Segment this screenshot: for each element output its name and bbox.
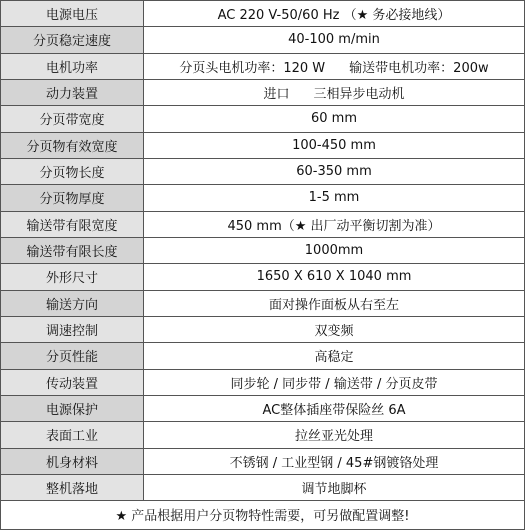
spec-value: 面对操作面板从右至左: [268, 297, 399, 313]
spec-row: [1, 343, 524, 369]
spec-value: 进口: [263, 87, 290, 103]
spec-row: [1, 106, 524, 132]
spec-row: [1, 54, 524, 80]
spec-value: 60-350 mm: [296, 164, 372, 180]
spec-label: 分页性能: [1, 343, 144, 368]
spec-value-group: [144, 80, 524, 105]
spec-value: 同步轮 / 同步带 / 输送带 / 分页皮带: [230, 376, 438, 392]
spec-label: 整机落地: [1, 475, 144, 500]
spec-value: AC整体插座带保险丝 6A: [262, 403, 406, 419]
spec-row: [1, 80, 524, 106]
spec-value: 100-450 mm: [292, 137, 376, 153]
spec-row: [1, 317, 524, 343]
spec-label: 传动装置: [1, 370, 144, 395]
spec-label: 分页物厚度: [1, 185, 144, 210]
spec-row: [1, 212, 524, 238]
spec-value: 高稳定: [314, 350, 354, 366]
spec-value: 1000mm: [304, 243, 364, 259]
spec-label: 表面工业: [1, 422, 144, 447]
spec-label: 电源电压: [1, 1, 144, 26]
spec-row: [1, 159, 524, 185]
spec-label: 输送带有限长度: [1, 238, 144, 263]
spec-label: 分页稳定速度: [1, 27, 144, 52]
spec-row: [1, 185, 524, 211]
spec-value: 60 mm: [310, 111, 357, 127]
spec-value: 分页头电机功率：120 W: [179, 60, 326, 76]
spec-row: [1, 1, 524, 27]
spec-row: [1, 422, 524, 448]
spec-label: 分页带宽度: [1, 106, 144, 131]
spec-row: [1, 370, 524, 396]
spec-row: [1, 396, 524, 422]
spec-row: [1, 264, 524, 290]
spec-row: [1, 475, 524, 501]
spec-value: 拉丝亚光处理: [294, 429, 373, 445]
spec-label: 电源保护: [1, 396, 144, 421]
spec-value: 1650 X 610 X 1040 mm: [256, 269, 412, 285]
spec-label: 输送带有限宽度: [1, 212, 144, 237]
spec-label: 外形尺寸: [1, 264, 144, 289]
spec-row: [1, 27, 524, 53]
spec-value-secondary: 三相异步电动机: [313, 87, 405, 103]
spec-label: 动力装置: [1, 80, 144, 105]
spec-label: 输送方向: [1, 291, 144, 316]
spec-value-secondary: 输送带电机功率：200w: [349, 60, 489, 76]
spec-value: 450 mm（★ 出厂动平衡切割为准）: [227, 218, 441, 234]
spec-value-group: [144, 54, 524, 79]
spec-row: [1, 291, 524, 317]
spec-label: 机身材料: [1, 449, 144, 474]
spec-label: 电机功率: [1, 54, 144, 79]
spec-row: [1, 449, 524, 475]
spec-label: 分页物长度: [1, 159, 144, 184]
spec-value: 1-5 mm: [308, 190, 360, 206]
spec-row: [1, 238, 524, 264]
spec-value: 不锈钢 / 工业型钢 / 45#钢镀铬处理: [229, 455, 439, 471]
spec-label: 调速控制: [1, 317, 144, 342]
spec-value: AC 220 V-50/60 Hz （★ 务必接地线）: [217, 8, 451, 24]
spec-row: [1, 133, 524, 159]
spec-value: 40-100 m/min: [288, 32, 380, 48]
spec-value: 双变频: [314, 324, 354, 340]
spec-label: 分页物有效宽度: [1, 133, 144, 158]
spec-value: 调节地脚杯: [301, 482, 367, 498]
footer-note: ★ 产品根据用户分页物特性需要，可另做配置调整!: [1, 501, 524, 527]
